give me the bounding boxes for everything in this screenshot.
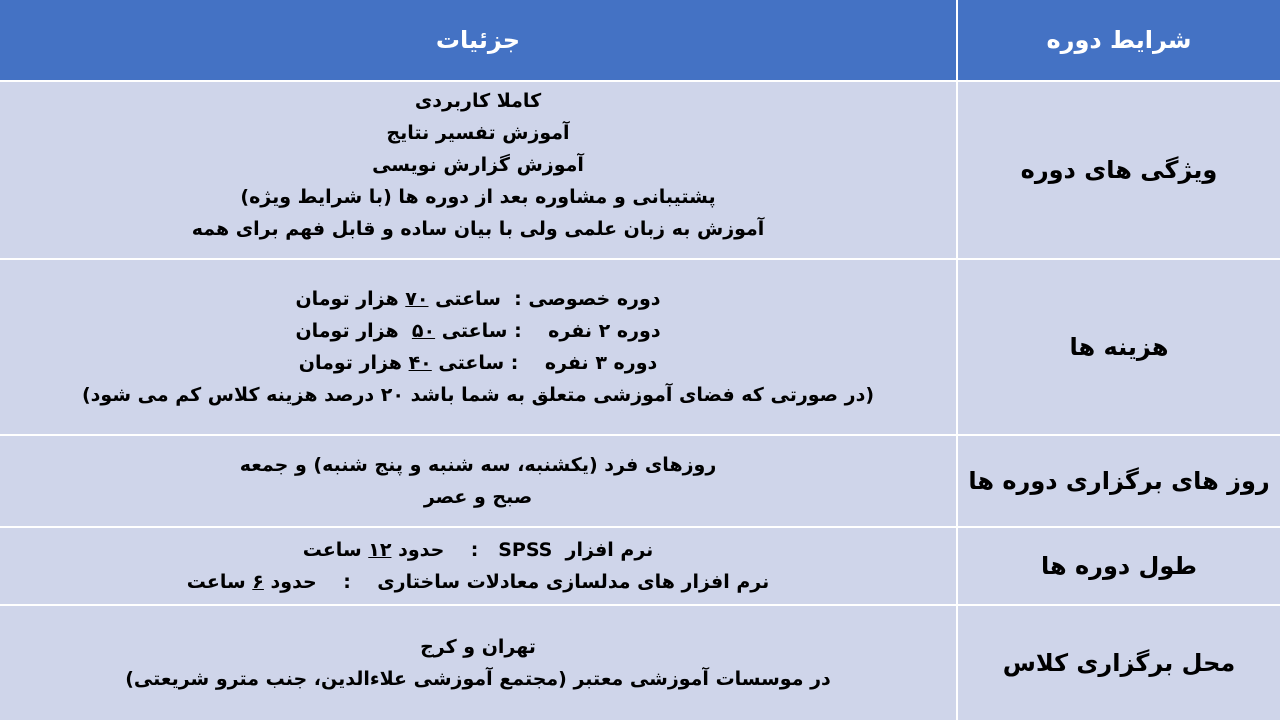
table-header-row <box>0 0 1280 82</box>
row-label: محل برگزاری کلاس <box>956 606 1280 720</box>
detail-line: آموزش به زبان علمی ولی با بیان ساده و قابل فهم برای همه <box>191 218 765 240</box>
detail-line: نرم افزار SPSS : حدود ۱۲ ساعت <box>302 539 654 561</box>
price-value: ۷۰ <box>405 288 429 310</box>
detail-line: آموزش گزارش نویسی <box>372 154 584 176</box>
detail-line: تهران و کرج <box>420 636 536 658</box>
row-details <box>0 260 956 434</box>
table-row-features <box>0 82 1280 260</box>
table-row-costs <box>0 260 1280 436</box>
row-label: روز های برگزاری دوره ها <box>956 436 1280 526</box>
row-label: هزینه ها <box>956 260 1280 434</box>
detail-line: دوره خصوصی : ساعتی ۷۰ هزار تومان <box>295 288 661 310</box>
table-row-days <box>0 436 1280 528</box>
row-details <box>0 606 956 720</box>
hours-value: ۱۲ <box>368 539 392 561</box>
header-conditions: شرایط دوره <box>956 0 1280 80</box>
detail-line: صبح و عصر <box>423 486 533 508</box>
row-details <box>0 528 956 604</box>
detail-line: کاملا کاربردی <box>414 90 542 112</box>
hours-value: ۶ <box>252 571 264 593</box>
row-label: طول دوره ها <box>956 528 1280 604</box>
price-value: ۴۰ <box>408 352 432 374</box>
header-details: جزئیات <box>0 0 956 80</box>
detail-line: دوره ۳ نفره : ساعتی ۴۰ هزار تومان <box>298 352 658 374</box>
row-details <box>0 436 956 526</box>
detail-line: آموزش تفسیر نتایج <box>386 122 570 144</box>
table-row-duration <box>0 528 1280 606</box>
price-value: ۵۰ <box>411 320 436 342</box>
detail-line: پشتیبانی و مشاوره بعد از دوره ها (با شرایط ویژه) <box>240 186 716 208</box>
detail-line: (در صورتی که فضای آموزشی متعلق به شما باشد ۲۰ درصد هزینه کلاس کم می شود) <box>81 384 875 406</box>
detail-line: در موسسات آموزشی معتبر (مجتمع آموزشی علاءالدین، جنب مترو شریعتی) <box>125 668 831 690</box>
table-row-location <box>0 606 1280 720</box>
detail-line: نرم افزار های مدلسازی معادلات ساختاری : حدود ۶ ساعت <box>186 571 770 593</box>
detail-line: دوره ۲ نفره : ساعتی ۵۰ هزار تومان <box>295 320 661 342</box>
row-details <box>0 82 956 258</box>
detail-line: روزهای فرد (یکشنبه، سه شنبه و پنج شنبه) و جمعه <box>239 454 717 476</box>
row-label: ویژگی های دوره <box>956 82 1280 258</box>
